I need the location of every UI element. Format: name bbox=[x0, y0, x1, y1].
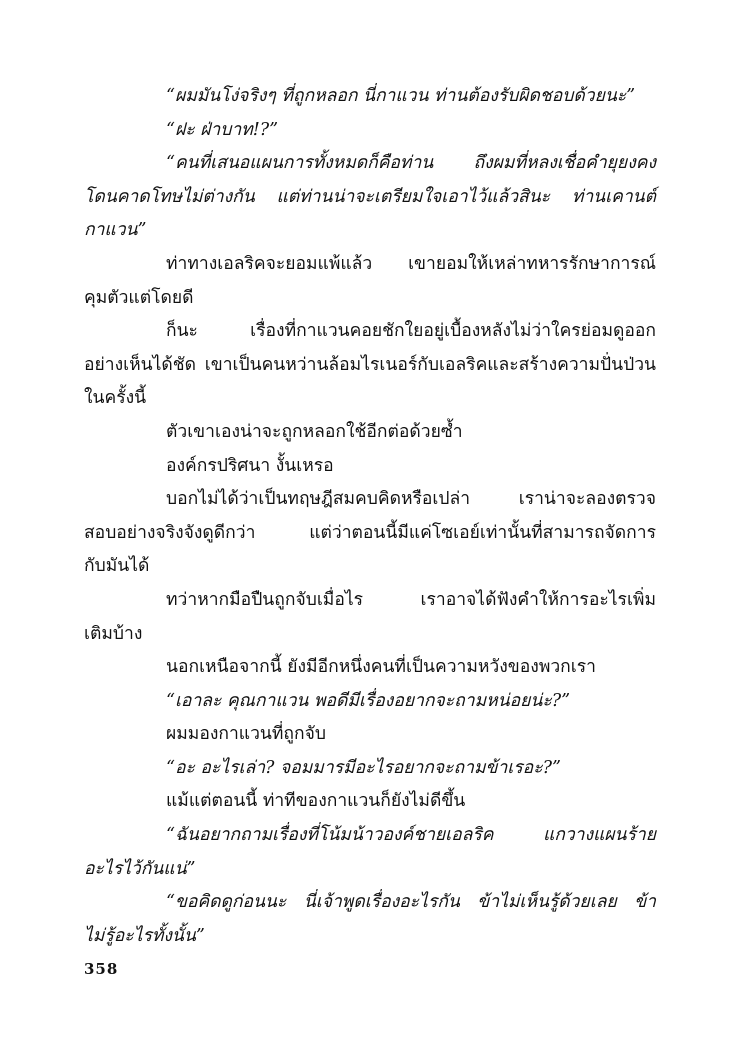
text-line: บอกไม่ได้ว่าเป็นทฤษฎีสมคบคิดหรือเปล่า เราน่าจะลองตรวจ bbox=[166, 489, 656, 510]
text-line: “ฝะ ฝ่าบาท!?” bbox=[166, 119, 279, 140]
text-line: “ฉันอยากถามเรื่องที่โน้มน้าวองค์ชายเอลริค แกวางแผนร้าย bbox=[166, 825, 656, 846]
text-line: นอกเหนือจากนี้ ยังมีอีกหนึ่งคนที่เป็นความหวังของพวกเรา bbox=[166, 657, 596, 678]
text-line: ทว่าหากมือปืนถูกจับเมื่อไร เราอาจได้ฟังคำให้การอะไรเพิ่ม bbox=[166, 589, 656, 610]
text-line: “ขอคิดดูก่อนนะ นี่เจ้าพูดเรื่องอะไรกัน ข้าไม่เห็นรู้ด้วยเลย ข้า bbox=[166, 892, 656, 913]
text-line: “คนที่เสนอแผนการทั้งหมดก็คือท่าน ถึงผมที่หลงเชื่อคำยุยงคง bbox=[166, 153, 656, 174]
text-line: กับมันได้ bbox=[84, 556, 150, 577]
text-line: แม้แต่ตอนนี้ ท่าทีของกาแวนก็ยังไม่ดีขึ้น bbox=[166, 791, 466, 812]
page-number: 358 bbox=[84, 960, 119, 978]
body-text bbox=[84, 80, 656, 953]
text-line: ในครั้งนี้ bbox=[84, 388, 147, 409]
text-line: “อะ อะไรเล่า? จอมมารมีอะไรอยากจะถามข้าเรอะ?” bbox=[166, 757, 561, 778]
text-line: สอบอย่างจริงจังดูดีกว่า แต่ว่าตอนนี้มีแค่โซเอย์เท่านั้นที่สามารถจัดการ bbox=[84, 522, 656, 543]
text-line: ตัวเขาเองน่าจะถูกหลอกใช้อีกต่อด้วยซ้ำ bbox=[166, 421, 463, 442]
text-line: อย่างเห็นได้ชัด เขาเป็นคนหว่านล้อมไรเนอร์กับเอลริคและสร้างความปั่นป่วน bbox=[84, 354, 656, 375]
text-line: ก็นะ เรื่องที่กาแวนคอยชักใยอยู่เบื้องหลังไม่ว่าใครย่อมดูออก bbox=[166, 321, 656, 342]
text-line: “ผมมันโง่จริงๆ ที่ถูกหลอก นี่กาแวน ท่านต้องรับผิดชอบด้วยนะ” bbox=[166, 86, 636, 106]
text-line: “เอาละ คุณกาแวน พอดีมีเรื่องอยากจะถามหน่อยน่ะ?” bbox=[166, 690, 571, 711]
text-line: องค์กรปริศนา งั้นเหรอ bbox=[166, 455, 334, 476]
text-line: ไม่รู้อะไรทั้งนั้น” bbox=[84, 925, 205, 946]
text-line: เติมบ้าง bbox=[84, 623, 143, 644]
text-line: ผมมองกาแวนที่ถูกจับ bbox=[166, 724, 326, 745]
text-line: ท่าทางเอลริคจะยอมแพ้แล้ว เขายอมให้เหล่าทหารรักษาการณ์ bbox=[166, 253, 656, 274]
text-line: กาแวน” bbox=[84, 220, 147, 241]
text-line: คุมตัวแต่โดยดี bbox=[84, 287, 194, 308]
text-line: อะไรไว้กันแน่” bbox=[84, 858, 196, 879]
text-line: โดนคาดโทษไม่ต่างกัน แต่ท่านน่าจะเตรียมใจเอาไว้แล้วสินะ ท่านเคานต์ bbox=[84, 186, 656, 207]
